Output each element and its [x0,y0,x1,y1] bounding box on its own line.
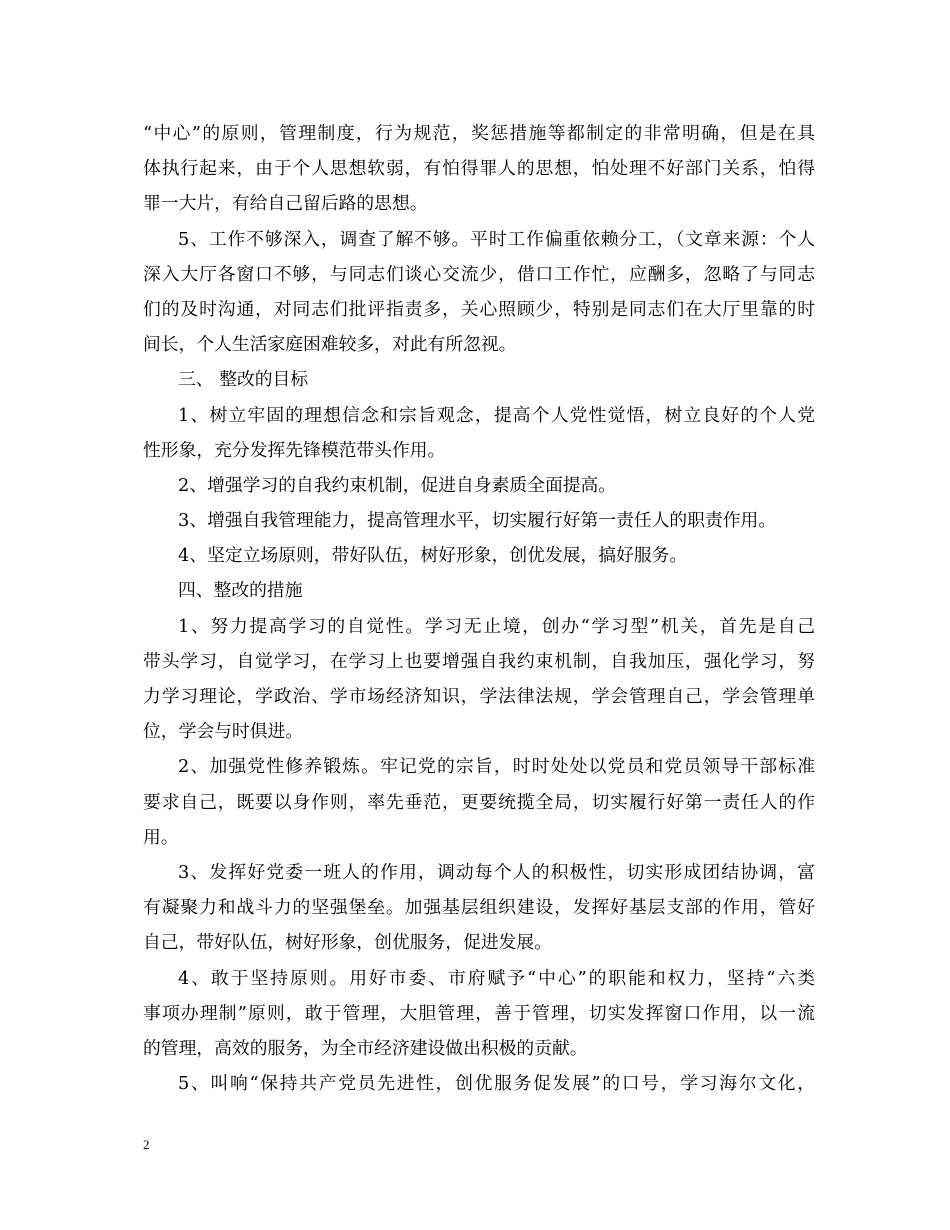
text-line: 要求自己，既要以身作则，率先垂范，更要统揽全局，切实履行好第一责任人的作 [143,791,815,813]
text-line: 2、加强党性修养锻炼。牢记党的宗旨，时时处处以党员和党员领导干部标准 [178,756,815,778]
text-line: “中心”的原则，管理制度，行为规范，奖惩措施等都制定的非常明确，但是在具 [143,123,815,144]
text-line: 3、发挥好党委一班人的作用，调动每个人的积极性，切实形成团结协调，富 [178,861,815,883]
text-line: 5、叫响“保持共产党员先进性，创优服务促发展”的口号，学习海尔文化， [178,1073,815,1095]
text-line: 深入大厅各窗口不够，与同志们谈心交流少，借口工作忙，应酬多，忽略了与同志 [143,263,815,285]
text-line: 5、工作不够深入，调查了解不够。平时工作偏重依赖分工，（文章来源：个人 [178,228,815,250]
text-line: 事项办理制”原则，敢于管理，大胆管理，善于管理，切实发挥窗口作用，以一流 [143,1002,815,1024]
text-line: 的管理，高效的服务，为全市经济建设做出积极的贡献。 [143,1037,588,1059]
text-line: 4、敢于坚持原则。用好市委、市府赋予“中心”的职能和权力，坚持“六类 [178,967,815,989]
text-line: 们的及时沟通，对同志们批评指责多，关心照顾少，特别是同志们在大厅里靠的时 [143,298,815,320]
text-line: 2、增强学习的自我约束机制，促进自身素质全面提高。 [178,474,617,496]
text-line: 体执行起来，由于个人思想软弱，有怕得罪人的思想，怕处理不好部门关系，怕得 [143,158,815,180]
text-line: 有凝聚力和战斗力的坚强堡垒。加强基层组织建设，发挥好基层支部的作用，管好 [143,897,815,919]
text-line: 间长，个人生活家庭困难较多，对此有所忽视。 [143,334,517,356]
text-line: 四、整改的措施 [178,580,303,602]
text-line: 1、树立牢固的理想信念和宗旨观念，提高个人党性觉悟，树立良好的个人党 [178,404,815,426]
page-number: 2 [143,1137,150,1152]
document-body [143,116,815,1101]
text-line: 位，学会与时俱进。 [143,721,304,743]
text-line: 4、坚定立场原则，带好队伍，树好形象，创优发展，搞好服务。 [178,545,688,567]
text-line: 自己，带好队伍，树好形象，创优服务，促进发展。 [143,932,552,954]
text-line: 用。 [143,826,179,848]
text-line: 带头学习，自觉学习，在学习上也要增强自我约束机制，自我加压，强化学习，努 [143,650,815,672]
text-line: 性形象，充分发挥先锋模范带头作用。 [143,439,446,461]
text-line: 三、 整改的目标 [178,369,309,391]
text-line: 1、努力提高学习的自觉性。学习无止境，创办“学习型”机关，首先是自己 [178,615,815,637]
text-line: 力学习理论，学政治、学市场经济知识，学法律法规，学会管理自己，学会管理单 [143,686,815,707]
text-line: 3、增强自我管理能力，提高管理水平，切实履行好第一责任人的职责作用。 [178,510,777,532]
text-line: 罪一大片，有给自己留后路的思想。 [143,193,428,215]
